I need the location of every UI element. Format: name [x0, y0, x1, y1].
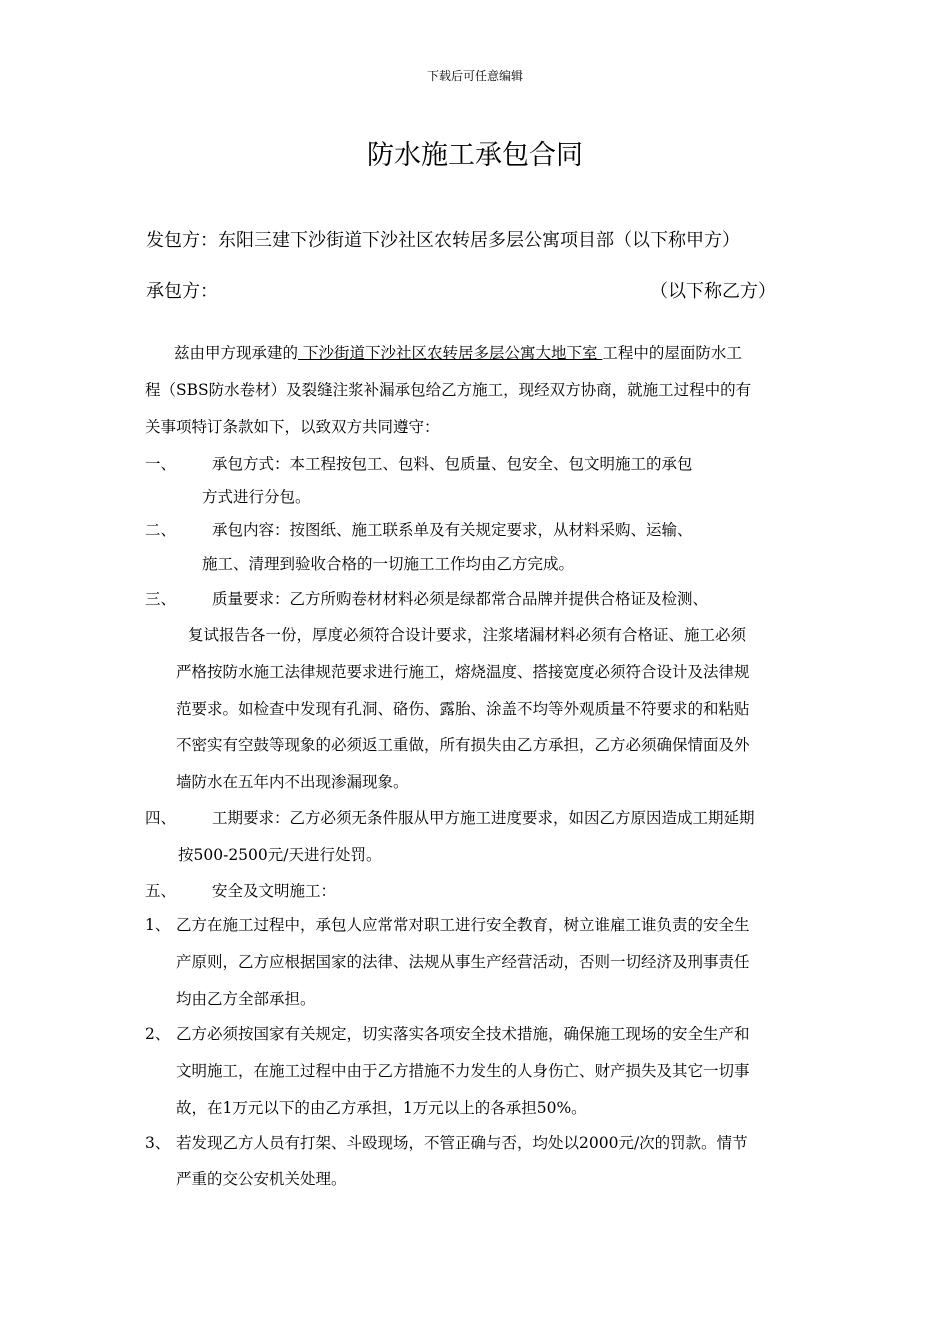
intro-line-2: 程（SBS防水卷材）及裂缝注浆补漏承包给乙方施工，现经双方协商，就施工过程中的有: [145, 381, 752, 399]
clause-text: 承包内容：按图纸、施工联系单及有关规定要求，从材料采购、运输、: [212, 521, 693, 539]
clause-continuation: 范要求。如检查中发现有孔洞、硌伤、露胎、涂盖不均等外观质量不符要求的和粘贴: [176, 700, 750, 718]
contractor-label: 承包方：: [146, 281, 218, 302]
clause-continuation: 墙防水在五年内不出现渗漏现象。: [176, 773, 409, 791]
item-line: 均由乙方全部承担。: [176, 990, 316, 1008]
intro-line-1: [174, 341, 742, 363]
clause-continuation: 施工、清理到验收合格的一切施工工作均由乙方完成。: [202, 555, 575, 573]
item-number: 2、: [145, 1025, 171, 1043]
employer-name: 东阳三建下沙街道下沙社区农转居多层公寓项目部（以下称甲方）: [218, 230, 740, 251]
item-line: 乙方在施工过程中，承包人应常常对职工进行安全教育，树立谁雇工谁负责的安全生: [176, 916, 750, 934]
intro-line-3: 关事项特订条款如下，以致双方共同遵守：: [145, 418, 440, 436]
item-line: 文明施工，在施工过程中由于乙方措施不力发生的人身伤亡、财产损失及其它一切事: [176, 1062, 750, 1080]
clause-text: 工期要求：乙方必须无条件服从甲方施工进度要求，如因乙方原因造成工期延期: [212, 809, 755, 827]
page-header: 下载后可任意编辑: [426, 69, 523, 83]
contractor-suffix: （以下称乙方）: [650, 281, 776, 302]
clause-number: 二、: [145, 521, 177, 539]
employer-line: [146, 226, 740, 252]
clause-number: 五、: [145, 882, 177, 900]
item-line: 若发现乙方人员有打架、斗殴现场，不管正确与否，均处以2000元/次的罚款。情节: [176, 1134, 748, 1152]
clause-continuation: 严格按防水施工法律规范要求进行施工，熔烧温度、搭接宽度必须符合设计及法律规: [176, 663, 750, 681]
clause-text: 质量要求：乙方所购卷材材料必须是绿都常合品牌并提供合格证及检测、: [212, 590, 709, 608]
item-number: 1、: [145, 916, 171, 934]
clause-number: 三、: [145, 590, 177, 608]
clause-continuation: 按500-2500元/天进行处罚。: [178, 846, 382, 864]
item-line: 严重的交公安机关处理。: [176, 1170, 347, 1188]
project-name: 下沙街道下沙社区农转居多层公寓大地下室: [298, 344, 603, 362]
item-line: 乙方必须按国家有关规定，切实落实各项安全技术措施，确保施工现场的安全生产和: [176, 1025, 750, 1043]
clause-continuation: 复试报告各一份，厚度必须符合设计要求，注浆堵漏材料必须有合格证、施工必须: [188, 626, 747, 644]
clause-number: 一、: [145, 455, 177, 473]
item-line: 故，在1万元以下的由乙方承担，1万元以上的各承担50%。: [176, 1099, 587, 1117]
clause-continuation: 不密实有空鼓等现象的必须返工重做，所有损失由乙方承担，乙方必须确保情面及外: [176, 736, 750, 754]
clause-text: 承包方式：本工程按包工、包料、包质量、包安全、包文明施工的承包: [212, 455, 693, 473]
clause-continuation: 方式进行分包。: [202, 488, 311, 506]
clause-text: 安全及文明施工：: [212, 882, 337, 900]
employer-label: 发包方：: [146, 230, 218, 251]
clause-number: 四、: [145, 809, 177, 827]
intro-post: 工程中的屋面防水工: [602, 344, 742, 362]
item-number: 3、: [145, 1134, 171, 1152]
intro-pre: 兹由甲方现承建的: [174, 344, 299, 362]
contract-title: 防水施工承包合同: [367, 140, 583, 171]
item-line: 产原则，乙方应根据国家的法律、法规从事生产经营活动，否则一切经济及刑事责任: [176, 953, 750, 971]
